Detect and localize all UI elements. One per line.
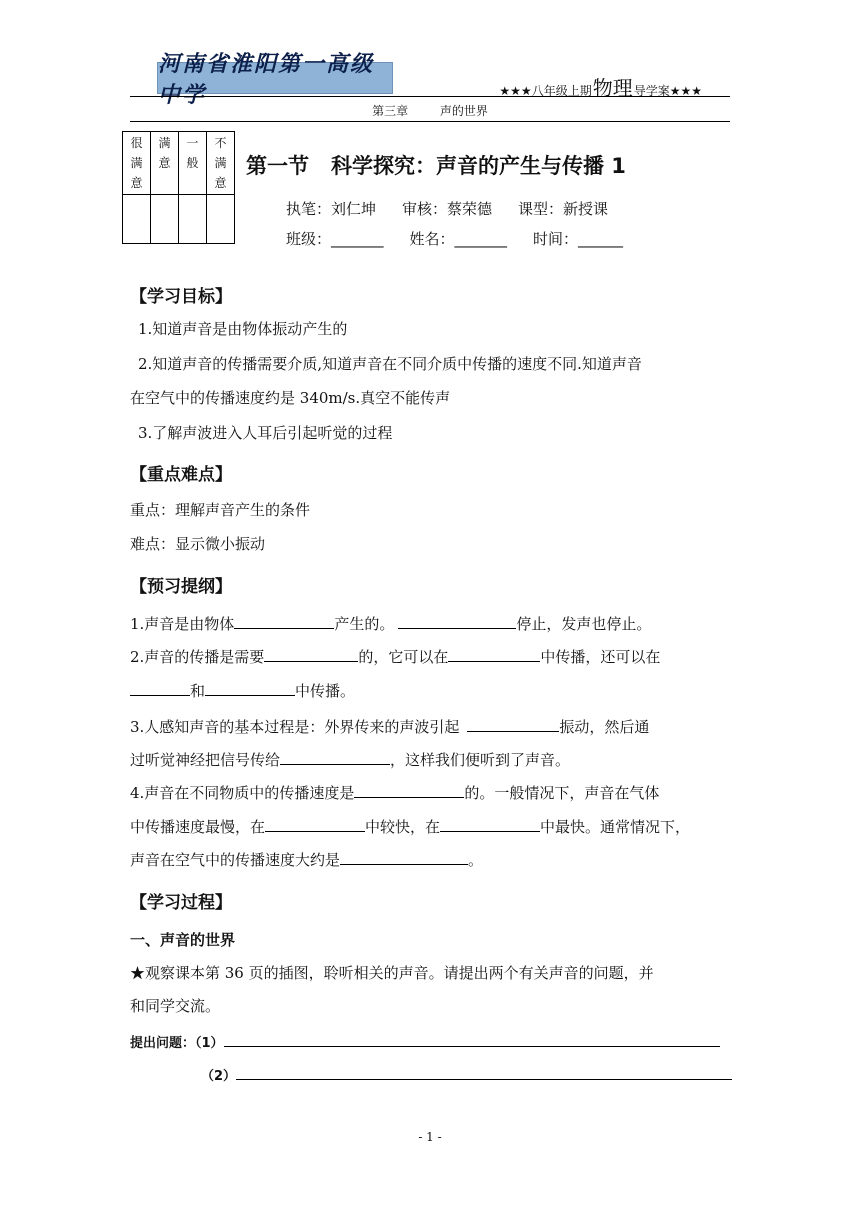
section-title: 科学探究：声音的产生与传播 1 <box>331 154 626 178</box>
preview-heading: 【预习提纲】 <box>130 577 232 597</box>
header-rule <box>130 96 730 97</box>
answer-blank[interactable] <box>398 612 516 629</box>
rating-option: 满意 <box>151 132 179 195</box>
question-input-2[interactable] <box>236 1063 732 1080</box>
school-name: 河南省淮阳第一高级中学 <box>158 51 375 108</box>
school-logo <box>157 51 393 108</box>
lesson-title <box>246 150 626 180</box>
preview-q2-cont: 和 中传播。 <box>130 674 730 709</box>
question-row-2: （2） <box>201 1058 801 1094</box>
page-number: - 1 - <box>418 1130 442 1144</box>
answer-blank[interactable] <box>448 645 540 662</box>
doc-type-label: 导学案 <box>633 84 670 98</box>
question-input-1[interactable] <box>224 1030 720 1047</box>
answer-blank[interactable] <box>205 679 295 696</box>
answer-blank[interactable] <box>340 848 468 865</box>
preview-q4-cont: 中传播速度最慢，在 中较快，在 中最快。通常情况下， <box>130 810 730 845</box>
section-number: 第一节 <box>246 154 309 178</box>
grade-label: 八年级上期 <box>531 84 592 98</box>
process-heading: 【学习过程】 <box>130 893 232 913</box>
chapter-rule <box>130 121 730 122</box>
author: 执笔：刘仁坤 <box>286 200 377 218</box>
goal-item: 1.知道声音是由物体振动产生的 <box>138 320 348 338</box>
chapter-number: 第三章 <box>372 104 409 118</box>
key-points-heading: 【重点难点】 <box>130 465 232 485</box>
process-task-cont: 和同学交流。 <box>130 997 221 1015</box>
answer-blank[interactable] <box>467 715 559 732</box>
rating-option: 很满意 <box>123 132 151 195</box>
goals-heading: 【学习目标】 <box>130 287 232 307</box>
rating-option: 一般 <box>179 132 207 195</box>
question-label: 提出问题： <box>130 1036 196 1051</box>
preview-q3: 3.人感知声音的基本过程是：外界传来的声波引起 振动，然后通 <box>130 710 730 745</box>
rating-cell[interactable] <box>123 195 151 244</box>
preview-q2: 2.声音的传播是需要 的，它可以在 中传播，还可以在 <box>130 640 730 675</box>
preview-q4-end: 声音在空气中的传播速度大约是 。 <box>130 843 730 878</box>
rating-cell[interactable] <box>179 195 207 244</box>
difficulty-text: 难点：显示微小振动 <box>130 535 266 553</box>
preview-q4: 4.声音在不同物质中的传播速度是 的。一般情况下，声音在气体 <box>130 776 730 811</box>
goal-item: 在空气中的传播速度约是 340m/s.真空不能传声 <box>130 389 451 407</box>
class-field: 班级：_______ <box>286 230 384 248</box>
lesson-meta-1 <box>286 198 634 219</box>
answer-blank[interactable] <box>265 815 365 832</box>
chapter-line <box>0 102 860 119</box>
preview-q1: 1.声音是由物体 产生的。 停止，发声也停止。 <box>130 607 730 642</box>
time-field: 时间：______ <box>533 230 624 248</box>
name-field: 姓名：_______ <box>409 230 508 248</box>
answer-blank[interactable] <box>234 612 334 629</box>
course-type: 课型：新授课 <box>518 200 609 218</box>
goal-item: 3.了解声波进入人耳后引起听觉的过程 <box>138 424 393 442</box>
rating-option: 不满意 <box>207 132 235 195</box>
stars-left: ★★★ <box>499 84 532 98</box>
rating-cell[interactable] <box>151 195 179 244</box>
stars-right: ★★★ <box>669 84 702 98</box>
reviewer: 审核：蔡荣德 <box>402 200 493 218</box>
preview-q3-cont: 过听觉神经把信号传给 ，这样我们便听到了声音。 <box>130 743 730 778</box>
question-row-1: 提出问题：（1） <box>130 1025 730 1061</box>
goal-item: 2.知道声音的传播需要介质,知道声音在不同介质中传播的速度不同.知道声音 <box>138 355 642 373</box>
answer-blank[interactable] <box>264 645 358 662</box>
chapter-title: 声的世界 <box>439 104 488 118</box>
subject-label: 物理 <box>592 76 633 100</box>
lesson-meta-2 <box>286 228 649 249</box>
answer-blank[interactable] <box>354 781 464 798</box>
rating-table <box>122 131 235 244</box>
answer-blank[interactable] <box>130 679 190 696</box>
rating-cell[interactable] <box>207 195 235 244</box>
answer-blank[interactable] <box>440 815 540 832</box>
focus-text: 重点：理解声音产生的条件 <box>130 501 311 519</box>
answer-blank[interactable] <box>280 748 390 765</box>
process-subheading: 一、声音的世界 <box>130 931 236 949</box>
process-task: ★观察课本第 36 页的插图，聆听相关的声音。请提出两个有关声音的问题，并 <box>130 964 654 982</box>
